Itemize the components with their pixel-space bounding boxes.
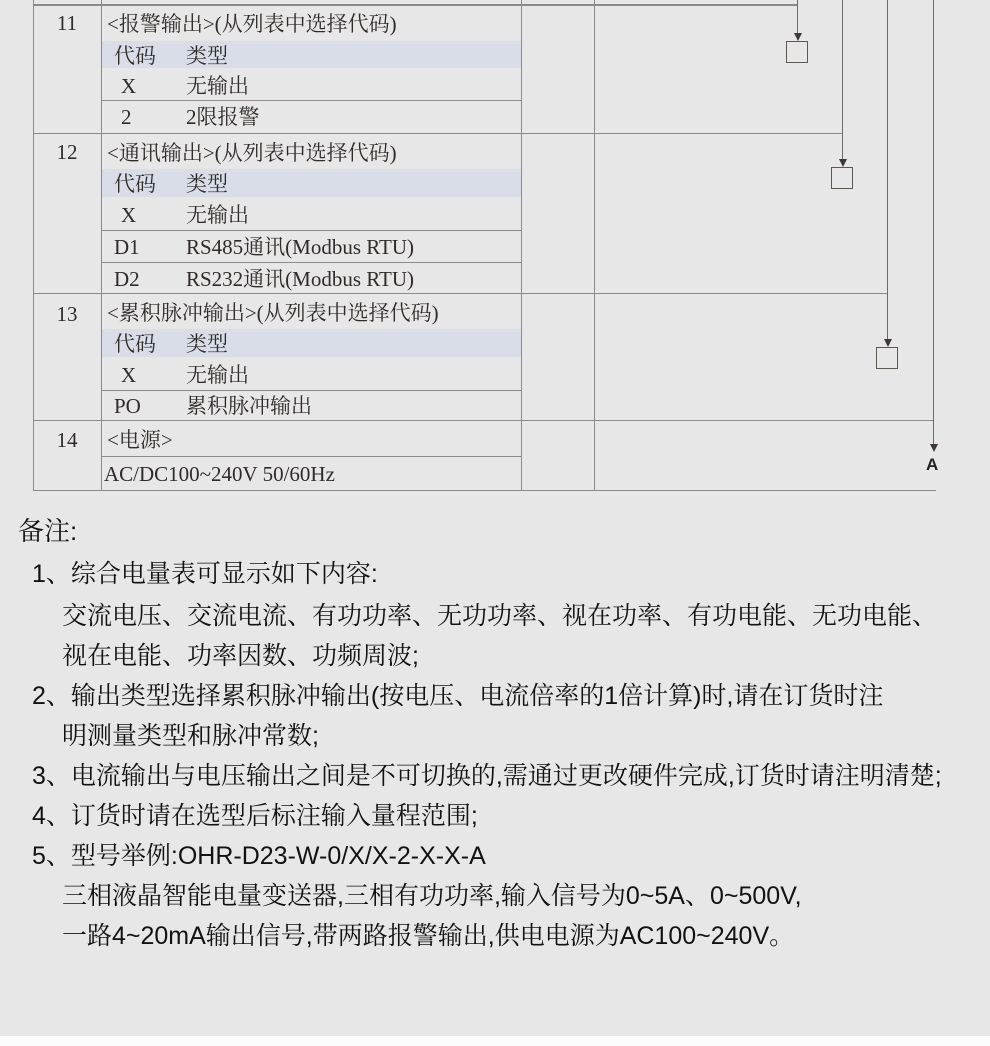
down-arrow-icon [930,444,938,452]
option-code: X [121,74,137,98]
option-type: RS232通讯(Modbus RTU) [186,267,415,291]
selection-code-box [786,41,808,63]
note-line: 2、输出类型选择累积脉冲输出(按电压、电流倍率的1倍计算)时,请在订货时注 [32,682,884,710]
option-separator [101,456,521,457]
note-line: 一路4~20mA输出信号,带两路报警输出,供电电源为AC100~240V。 [62,922,795,950]
option-code: X [121,363,137,387]
diagram-drop-line [842,0,843,159]
table-border-row12-top [33,133,842,134]
note-line: 5、型号举例:OHR-D23-W-0/X/X-2-X-X-A [32,842,486,870]
note-line: 明测量类型和脉冲常数; [62,722,319,750]
table-border-left [33,0,34,490]
down-arrow-icon [884,339,892,347]
col-header-type: 类型 [186,172,228,196]
option-type: 无输出 [186,363,249,387]
row-title: <电源> [107,428,173,452]
option-separator [101,230,521,231]
table-border-bottom [33,490,936,491]
option-type: 累积脉冲输出 [186,394,312,418]
row-number: 14 [56,428,78,452]
row-number: 13 [56,302,78,326]
table-border-mid [521,0,522,490]
option-type: 无输出 [186,203,249,227]
code-header-shade [102,329,521,357]
col-header-type: 类型 [186,332,228,356]
diagram-drop-line [887,0,888,339]
code-header-shade [102,169,521,197]
row-number: 11 [56,11,78,35]
table-border-row14-top [33,420,933,421]
down-arrow-icon [839,159,847,167]
option-separator [101,390,521,391]
row-title: <通讯输出>(从列表中选择代码) [107,141,397,165]
option-code: X [121,203,137,227]
option-type: 无输出 [186,74,249,98]
col-header-code: 代码 [114,44,156,68]
power-spec: AC/DC100~240V 50/60Hz [104,462,335,486]
note-line: 三相液晶智能电量变送器,三相有功功率,输入信号为0~5A、0~500V, [62,882,802,910]
page-bottom-strip [0,1036,990,1046]
option-code: D2 [114,267,140,291]
option-separator [101,100,521,101]
selection-code-box [876,347,898,369]
code-header-shade [102,41,521,68]
selection-code-box [831,167,853,189]
note-line: 1、综合电量表可显示如下内容: [32,560,378,588]
table-border-row13-top [33,293,887,294]
col-header-type: 类型 [186,44,228,68]
option-code: PO [114,394,141,418]
option-type: RS485通讯(Modbus RTU) [186,235,415,259]
table-border-right [594,0,595,490]
col-header-code: 代码 [114,332,156,356]
note-line: 3、电流输出与电压输出之间是不可切换的,需通过更改硬件完成,订货时请注明清楚; [32,762,942,790]
diagram-drop-line [933,0,934,444]
option-separator [101,262,521,263]
option-code: 2 [121,105,132,129]
option-code: D1 [114,235,140,259]
note-line: 视在电能、功率因数、功频周波; [62,642,419,670]
row-title: <累积脉冲输出>(从列表中选择代码) [107,301,439,325]
row-title: <报警输出>(从列表中选择代码) [107,12,397,36]
note-line: 交流电压、交流电流、有功功率、无功功率、视在功率、有功电能、无功电能、 [62,602,938,630]
terminal-label: A [926,455,939,474]
notes-heading: 备注: [18,516,78,546]
row-number: 12 [56,140,78,164]
down-arrow-icon [794,33,802,41]
table-border-row11-top [33,4,797,6]
option-type: 2限报警 [186,105,260,129]
col-header-code: 代码 [114,172,156,196]
table-border-col [101,0,102,490]
note-line: 4、订货时请在选型后标注输入量程范围; [32,802,478,830]
diagram-drop-line [797,0,798,33]
